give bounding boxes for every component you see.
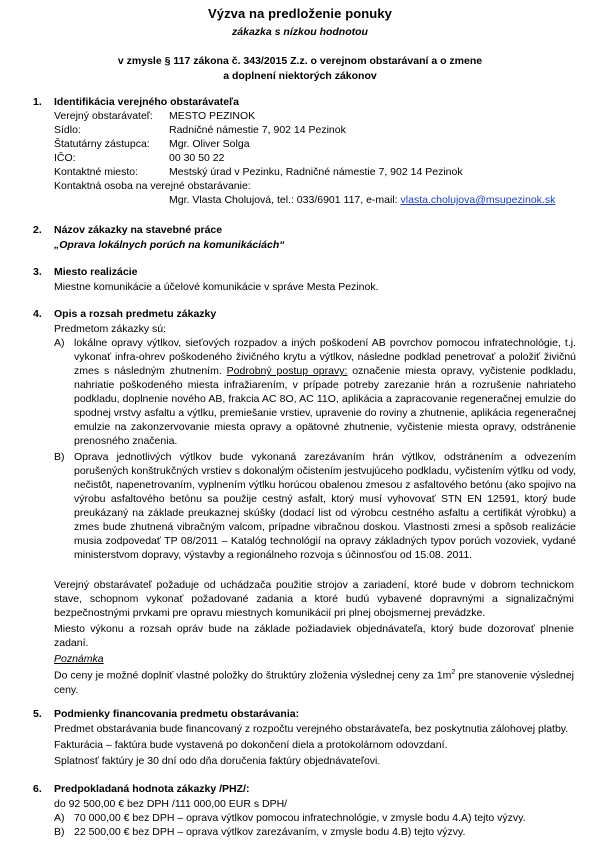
legal-line-1: v zmysle § 117 zákona č. 343/2015 Z.z. o verejnom obstarávaní a o zmene (117, 55, 483, 67)
info-value: MESTO PEZINOK (169, 110, 256, 122)
section-heading: Identifikácia verejného obstarávateľa (54, 96, 239, 108)
contact-email-link[interactable]: vlasta.cholujova@msupezinok.sk (400, 194, 556, 206)
legal-line-2: a doplnení niektorých zákonov (223, 70, 377, 82)
item-a-text-start: lokálne opravy výtlkov, sieťových rozpadov a iných poškodení AB povrchov pomocou infratechnológie, t.j. vykonať infra-ohrev poškodeného živičného krytu a výtlkov, následne podklad penetrovať a položiť živičnú zmes s následným zhutnením. (74, 337, 576, 377)
section-heading: Podmienky financovania predmetu obstarávania: (54, 708, 300, 720)
info-label: Kontaktné miesto: (54, 166, 139, 178)
section-number: 5. (33, 708, 42, 720)
info-label: Štatutárny zástupca: (54, 138, 150, 150)
info-row (54, 123, 346, 137)
item-a-text-rest: označenie miesta opravy, vyčistenie podkladu, nahriatie poškodeného miesta infražiarením, v prípade potreby zarezanie hrán a rozrušenie nahriateho podkladu, doplnenie nového AB, frakcia AC 8O, AC 11O, aplikácia a zapracovanie regeneračnej emulzie do spodnej vrstvy asfaltu a výtlku, premiešanie vrstiev, upravenie do roviny a zhutnenie, aplikácia regeneračnej emulzie na zakonzervovanie miesta opravy a opätovné zhutnenie, vyčistenie miesta opravy, odstránenie prenosného značenia. (74, 365, 576, 447)
info-label: Verejný obstarávateľ: (54, 110, 153, 122)
section-number: 1. (33, 96, 42, 108)
description-intro: Predmetom zákazky sú: (54, 323, 167, 335)
section-heading: Opis a rozsah predmetu zákazky (54, 308, 217, 320)
list-item-a (54, 336, 576, 448)
info-row (54, 165, 463, 179)
contact-row (169, 193, 555, 207)
list-letter: A) (54, 812, 65, 824)
info-value: Mestský úrad v Pezinku, Radničné námestie 7, 902 14 Pezinok (169, 166, 463, 178)
section-heading: Predpokladaná hodnota zákazky /PHZ/: (54, 783, 250, 795)
note-label: Poznámka (54, 653, 104, 665)
document-subtitle: zákazka s nízkou hodnotou (232, 26, 368, 38)
info-value: Mgr. Oliver Solga (169, 138, 250, 150)
location-paragraph: Miesto výkonu a rozsah opráv bude na základe požiadaviek objednávateľa, ktorý bude dozorovať plnenie zadaní. (54, 623, 574, 649)
section-number: 6. (33, 783, 42, 795)
item-a-underlined: Podrobný postup opravy: (226, 365, 348, 377)
info-row (54, 151, 224, 165)
list-item-b (54, 450, 576, 562)
info-value: Radničné námestie 7, 902 14 Pezinok (169, 124, 346, 136)
info-row (54, 137, 250, 151)
value-item-b: B) 22 500,00 € bez DPH – oprava výtlkov zarezávaním, v zmysle bodu 4.B) tejto výzvy. (54, 826, 466, 838)
section-heading: Názov zákazky na stavebné práce (54, 224, 223, 236)
note-superscript: 2 (451, 669, 456, 676)
section-number: 2. (33, 224, 42, 236)
list-letter: A) (54, 337, 65, 349)
info-value: 00 30 50 22 (169, 152, 225, 164)
info-label: Sídlo: (54, 124, 81, 136)
contact-value: Mgr. Vlasta Cholujová, tel.: 033/6901 117, e-mail: (169, 194, 401, 206)
contact-label: Kontaktná osoba na verejné obstarávanie: (54, 180, 251, 192)
section-heading: Miesto realizácie (54, 266, 138, 278)
financing-line: Splatnosť faktúry je 30 dní odo dňa doručenia faktúry objednávateľovi. (54, 755, 381, 767)
financing-line: Fakturácia – faktúra bude vystavená po dokončení diela a protokolárnom odovzdaní. (54, 739, 448, 751)
document-title: Výzva na predloženie ponuky (207, 6, 393, 21)
list-letter: B) (54, 451, 65, 463)
section-number: 4. (33, 308, 42, 320)
location-text: Miestne komunikácie a účelové komunikácie v správe Mesta Pezinok. (54, 281, 379, 293)
list-letter: B) (54, 826, 65, 838)
estimated-total: do 92 500,00 € bez DPH /111 000,00 EUR s DPH/ (54, 798, 288, 810)
note-text: Do ceny je možné doplniť vlastné položky do štruktúry zloženia výslednej ceny za $1m^2$ pre stanovenie výslednej ceny. (54, 669, 574, 696)
legal-reference (0, 54, 600, 84)
info-row (54, 109, 255, 123)
value-item-a: A) 70 000,00 € bez DPH – oprava výtlkov pomocou infratechnológie, v zmysle bodu 4.A) tejto výzvy. (54, 812, 526, 824)
financing-line: Predmet obstarávania bude financovaný z rozpočtu verejného obstarávateľa, bez poskytnutia zálohovej platby. (54, 723, 569, 735)
section-number: 3. (33, 266, 42, 278)
info-label: IČO: (54, 152, 76, 164)
item-b-text: Oprava jednotlivých výtlkov bude vykonaná zarezávaním hrán výtlkov, odstránením a odvezením porušených konštrukčných vrstiev s dokonalým očistením jestvujúceho podkladu, vyčistením výtlku od vody, nečistôt, napenetrovaním, vyplnením výtlku horúcou obalenou zmesou z asfaltového betónu (ako spojivo na výrobu asfaltového betónu sa použije cestný asfalt, ktorý musí vyhovovať STN EN 12591, ktorý bude preukázaný na základe preukaznej skúšky (dodací list od výrobcu cestného asfaltu a certifikát výrobku) a zmes bude zhutnená vibračným valcom, prípadne vibračnou doskou. Vlastnosti zmesi a spôsob realizácie musia zodpovedať TP 08/2011 – Katalóg technológií na opravy základných typov porúch vozoviek, vydané ministerstvom dopravy, výstavby a regionálneho rozvoja s účinnosťou od 15.08. 2011. (74, 451, 576, 561)
requirements-paragraph: Verejný obstarávateľ požaduje od uchádzača použitie strojov a zariadení, ktoré bude v dobrom technickom stave, schopnom vykonať požadované zadania a ktoré budú vybavené dopravnými a signalizačnými bezpečnostnými prvkami pre opravu miestnych komunikácií pri plnej obojsmernej prevádzke. (54, 579, 574, 619)
contract-title: „Oprava lokálnych porúch na komunikáciách“ (54, 239, 285, 251)
